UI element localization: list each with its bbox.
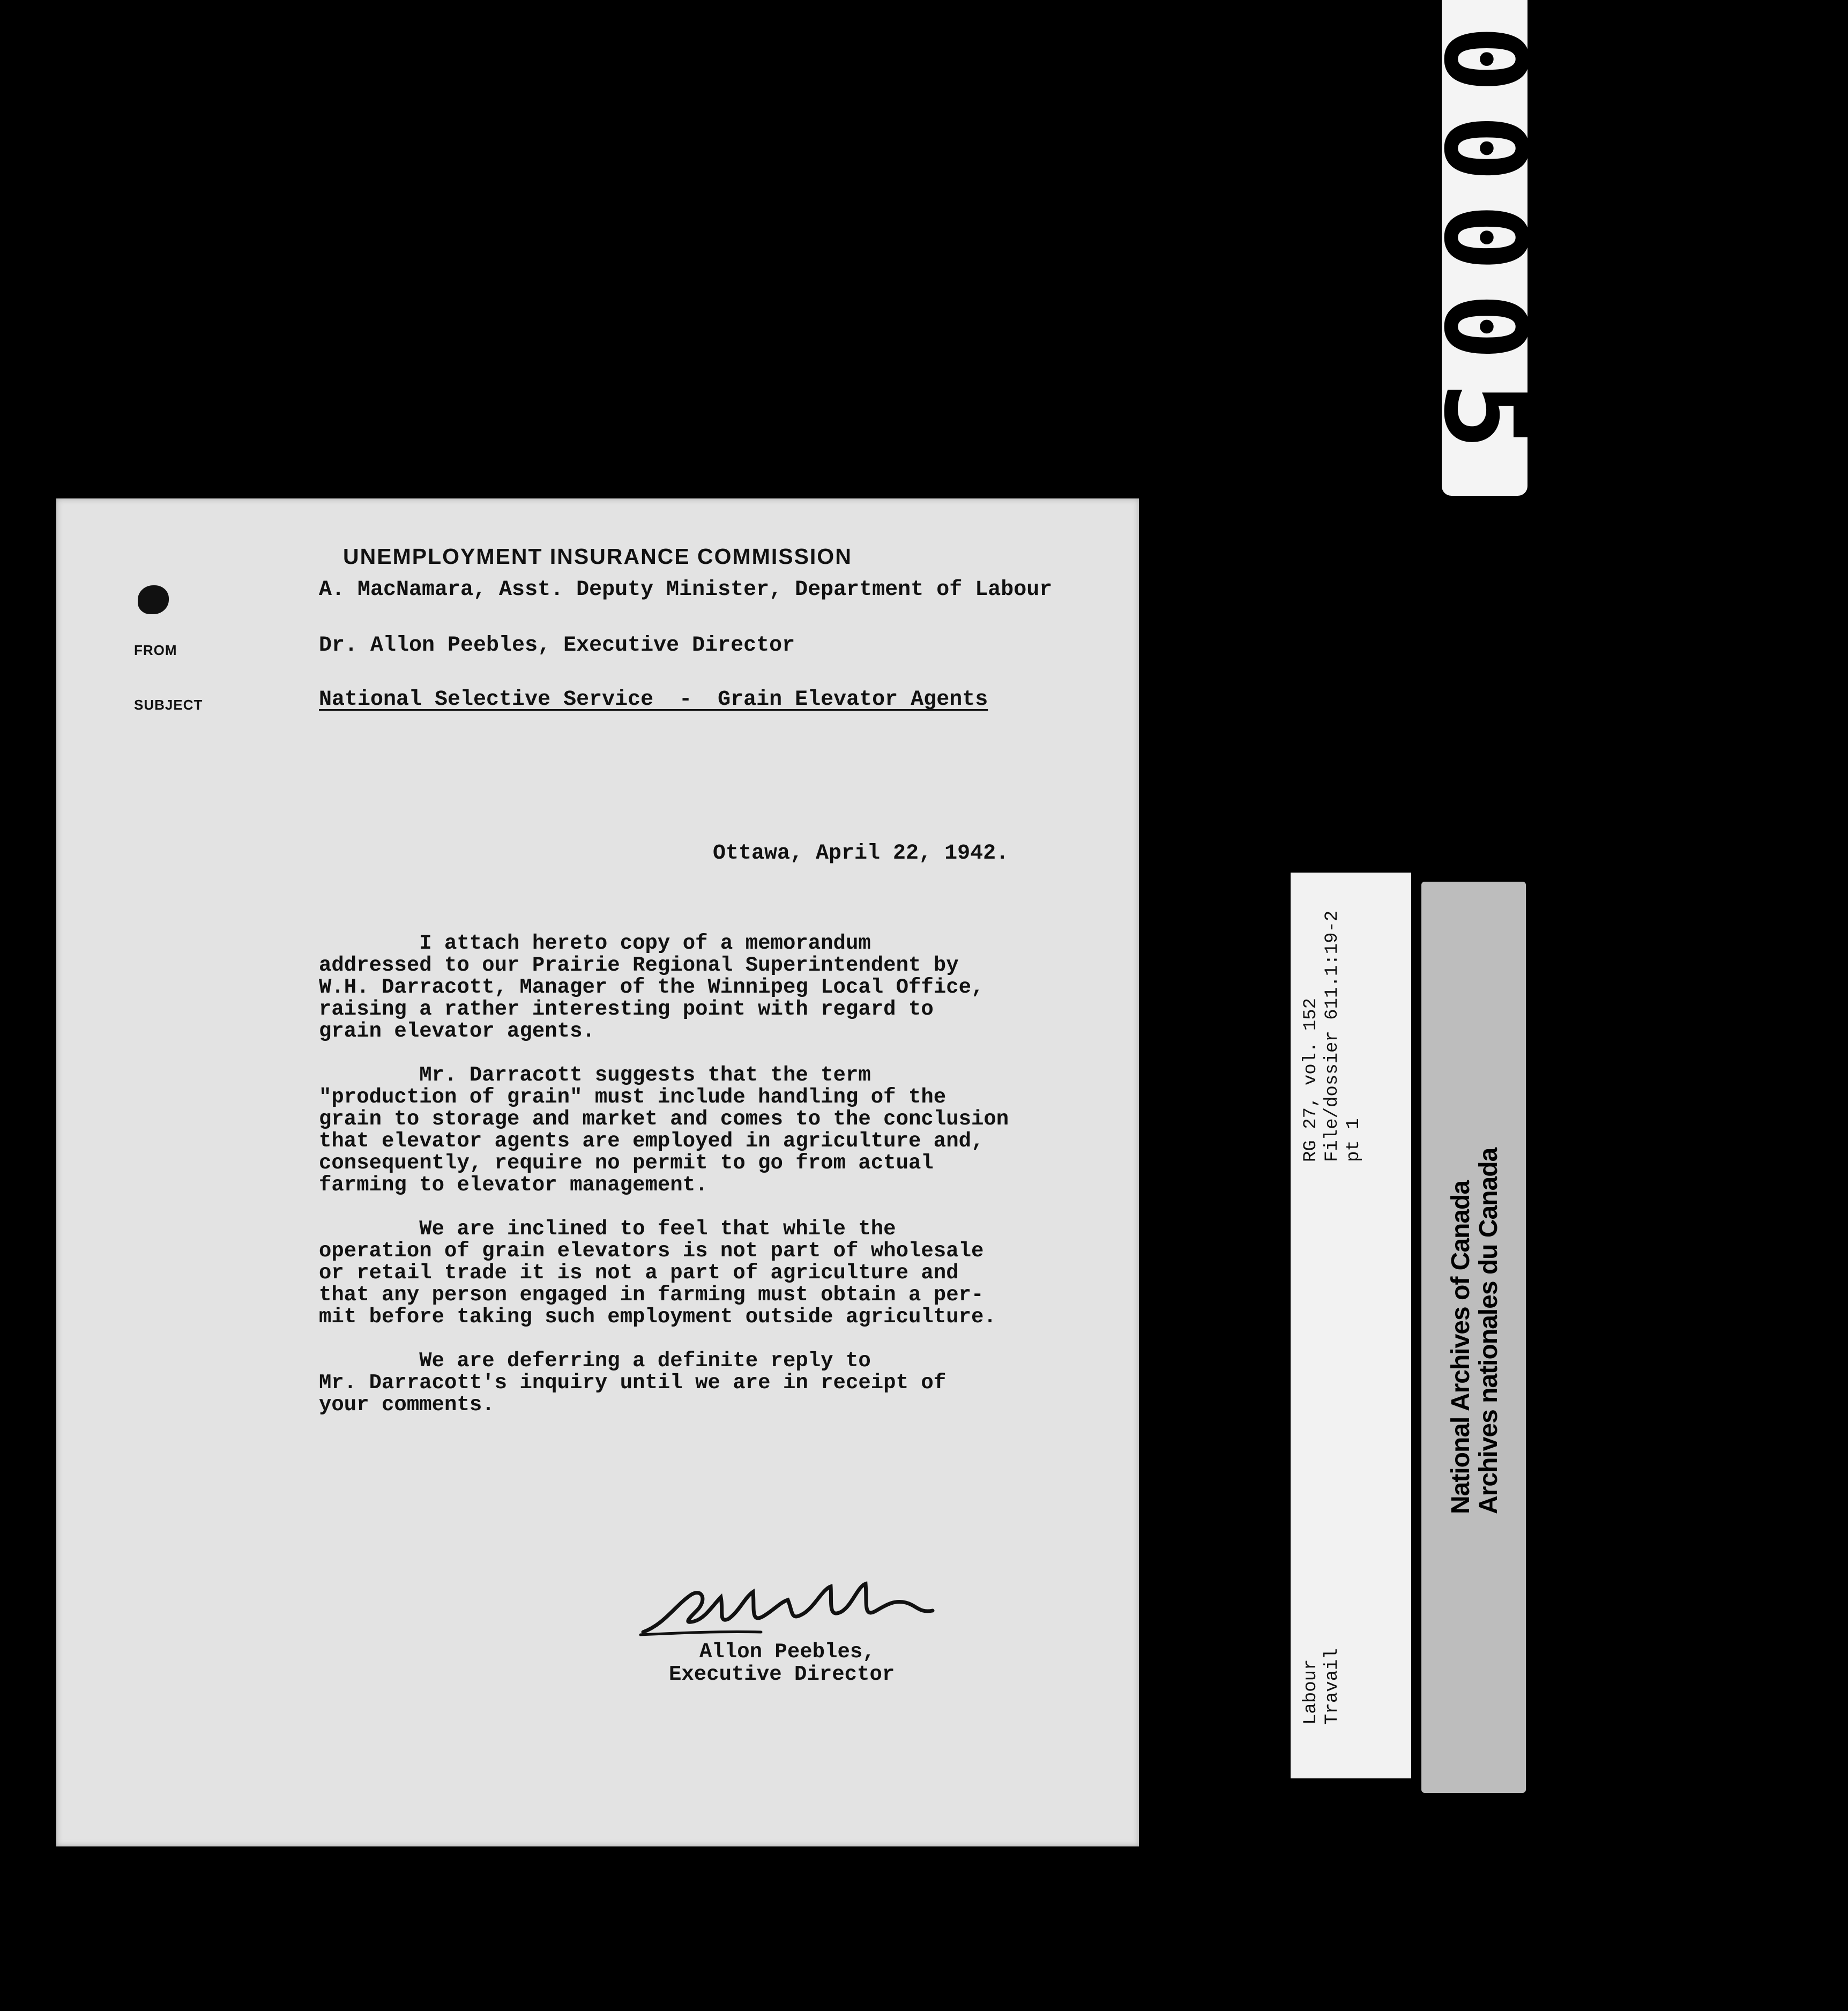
archives-name [1447,1148,1503,1514]
memo-body [319,933,1128,1438]
archive-department: Labour Travail [1301,1648,1343,1725]
subject-value: National Selective Service - Grain Elevator Agents [319,688,988,712]
to-label-blot [138,585,169,614]
archives-name-french: Archives nationales du Canada [1474,1148,1503,1514]
to-value: A. MacNamara, Asst. Deputy Minister, Department of Labour [319,578,1053,602]
frame-number: 00005 [1419,25,1551,471]
paragraph-4: We are deferring a definite reply to Mr. Darracott's inquiry until we are in receipt of your comments. [319,1349,947,1417]
archives-name-english: National Archives of Canada [1447,1180,1475,1514]
subject-label: SUBJECT [134,697,203,713]
signatory-name: Allon Peebles, [699,1640,875,1664]
paragraph-3: We are inclined to feel that while the operation of grain elevators is not part of wholesale or retail trade it is not a part of agriculture and that any person engaged in farming must obtain a per- mit before taking such employment outside agriculture. [319,1217,996,1329]
paragraph-2: Mr. Darracott suggests that the term "production of grain" must include handling of the grain to storage and market and comes to the conclusion that elevator agents are employed in agriculture and, consequently, require no permit to go from actual farming to elevator management. [319,1063,1009,1197]
memorandum-page [56,498,1139,1846]
from-value: Dr. Allon Peebles, Executive Director [319,634,795,658]
paragraph-1: I attach hereto copy of a memorandum addressed to our Prairie Regional Superintendent by W.H. Darracott, Manager of the Winnipeg Local Office, raising a rather interesting point with regard to grain elevator agents. [319,932,984,1043]
signatory-title: Executive Director [669,1663,895,1686]
archives-strip [1421,882,1526,1793]
archive-reference: RG 27, vol. 152 File/dossier 611.1:19-2 pt 1 [1301,910,1364,1162]
from-label: FROM [134,642,177,658]
archive-reference-label [1291,873,1411,1778]
date-line: Ottawa, April 22, 1942. [713,841,1009,866]
letterhead: UNEMPLOYMENT INSURANCE COMMISSION [343,544,852,569]
handwritten-signature [632,1573,954,1648]
frame-number-strip [1419,0,1551,496]
